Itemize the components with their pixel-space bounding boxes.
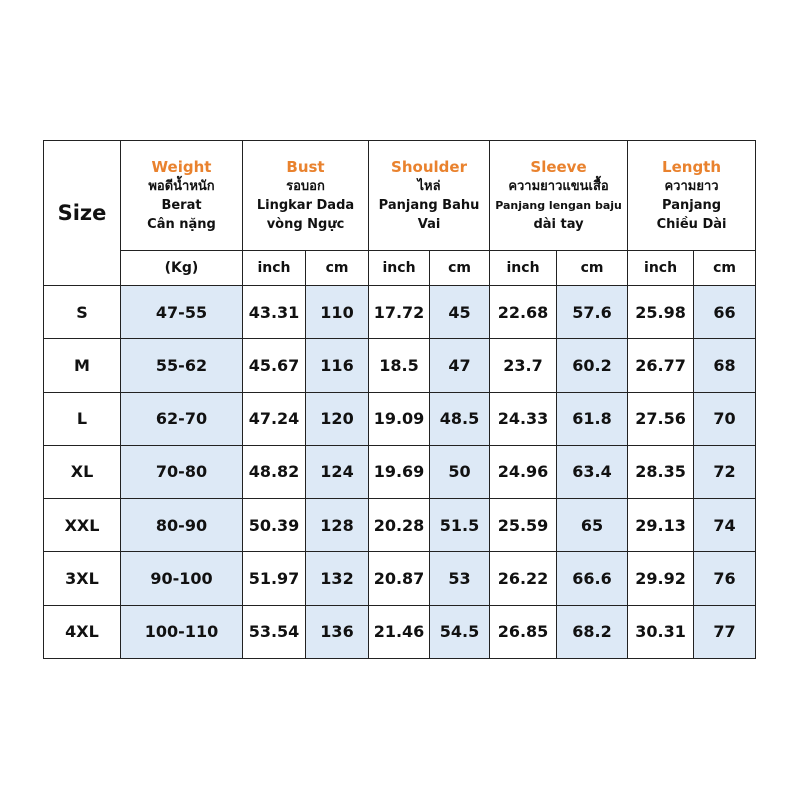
unit-row (44, 251, 756, 286)
weight-cell: 70-80 (121, 445, 243, 498)
bust-indonesian: Lingkar Dada (256, 198, 355, 213)
length-thai: ความยาว (664, 179, 719, 194)
header-row (44, 141, 756, 251)
table-row (44, 286, 756, 339)
unit-cm: cm (694, 251, 756, 286)
sleeve-cm-cell: 66.6 (557, 552, 628, 605)
shoulder-cm-cell: 51.5 (430, 499, 490, 552)
sleeve-cm-cell: 63.4 (557, 445, 628, 498)
weight-header (121, 141, 243, 251)
length-cm-cell: 70 (694, 392, 756, 445)
sleeve-cm-cell: 57.6 (557, 286, 628, 339)
sleeve-inch-cell: 22.68 (490, 286, 557, 339)
sleeve-cm-cell: 60.2 (557, 339, 628, 392)
weight-cell: 55-62 (121, 339, 243, 392)
bust-inch-cell: 48.82 (243, 445, 306, 498)
unit-inch: inch (243, 251, 306, 286)
shoulder-inch-cell: 19.69 (369, 445, 430, 498)
weight-indonesian: Berat (161, 198, 202, 213)
sleeve-title: Sleeve (530, 158, 587, 176)
sleeve-inch-cell: 25.59 (490, 499, 557, 552)
length-cm-cell: 68 (694, 339, 756, 392)
sleeve-inch-cell: 23.7 (490, 339, 557, 392)
shoulder-cm-cell: 53 (430, 552, 490, 605)
weight-title: Weight (151, 158, 212, 176)
sleeve-cm-cell: 61.8 (557, 392, 628, 445)
bust-cm-cell: 110 (306, 286, 369, 339)
length-inch-cell: 28.35 (628, 445, 694, 498)
shoulder-inch-cell: 17.72 (369, 286, 430, 339)
shoulder-inch-cell: 20.87 (369, 552, 430, 605)
bust-vietnamese: vòng Ngực (266, 217, 345, 232)
length-cm-cell: 74 (694, 499, 756, 552)
unit-inch: inch (628, 251, 694, 286)
weight-thai: พอดีน้ำหนัก (148, 179, 215, 194)
length-inch-cell: 30.31 (628, 605, 694, 658)
shoulder-inch-cell: 18.5 (369, 339, 430, 392)
shoulder-vietnamese: Vai (417, 217, 441, 232)
table-row (44, 499, 756, 552)
bust-thai: รอบอก (286, 179, 325, 194)
weight-cell: 80-90 (121, 499, 243, 552)
length-indonesian: Panjang (662, 198, 722, 213)
unit-cm: cm (430, 251, 490, 286)
bust-cm-cell: 132 (306, 552, 369, 605)
shoulder-cm-cell: 45 (430, 286, 490, 339)
bust-cm-cell: 136 (306, 605, 369, 658)
table-row (44, 392, 756, 445)
shoulder-inch-cell: 20.28 (369, 499, 430, 552)
table-row (44, 552, 756, 605)
bust-title: Bust (286, 158, 325, 176)
table-row (44, 339, 756, 392)
length-cm-cell: 77 (694, 605, 756, 658)
length-inch-cell: 27.56 (628, 392, 694, 445)
unit-cm: cm (306, 251, 369, 286)
size-cell: L (44, 392, 121, 445)
weight-cell: 90-100 (121, 552, 243, 605)
shoulder-indonesian: Panjang Bahu (378, 198, 480, 213)
bust-inch-cell: 50.39 (243, 499, 306, 552)
sleeve-inch-cell: 26.85 (490, 605, 557, 658)
shoulder-cm-cell: 54.5 (430, 605, 490, 658)
table-row (44, 605, 756, 658)
shoulder-inch-cell: 19.09 (369, 392, 430, 445)
bust-cm-cell: 124 (306, 445, 369, 498)
length-cm-cell: 72 (694, 445, 756, 498)
shoulder-inch-cell: 21.46 (369, 605, 430, 658)
sleeve-vietnamese: dài tay (533, 217, 584, 232)
length-header (628, 141, 756, 251)
weight-cell: 47-55 (121, 286, 243, 339)
table-body (44, 286, 756, 659)
length-inch-cell: 26.77 (628, 339, 694, 392)
sleeve-cm-cell: 65 (557, 499, 628, 552)
length-inch-cell: 25.98 (628, 286, 694, 339)
size-chart-table (43, 140, 756, 659)
bust-cm-cell: 128 (306, 499, 369, 552)
table-row (44, 445, 756, 498)
sleeve-inch-cell: 24.96 (490, 445, 557, 498)
length-inch-cell: 29.92 (628, 552, 694, 605)
size-cell: M (44, 339, 121, 392)
size-cell: S (44, 286, 121, 339)
weight-cell: 100-110 (121, 605, 243, 658)
size-cell: XXL (44, 499, 121, 552)
shoulder-cm-cell: 47 (430, 339, 490, 392)
unit-inch: inch (369, 251, 430, 286)
length-cm-cell: 66 (694, 286, 756, 339)
bust-inch-cell: 43.31 (243, 286, 306, 339)
sleeve-cm-cell: 68.2 (557, 605, 628, 658)
sleeve-indonesian: Panjang lengan baju (495, 199, 622, 212)
shoulder-title: Shoulder (391, 158, 467, 176)
length-title: Length (662, 158, 722, 176)
sleeve-inch-cell: 26.22 (490, 552, 557, 605)
length-cm-cell: 76 (694, 552, 756, 605)
bust-cm-cell: 116 (306, 339, 369, 392)
weight-cell: 62-70 (121, 392, 243, 445)
bust-header (243, 141, 369, 251)
size-cell: XL (44, 445, 121, 498)
bust-cm-cell: 120 (306, 392, 369, 445)
bust-inch-cell: 47.24 (243, 392, 306, 445)
sleeve-header (490, 141, 628, 251)
shoulder-header (369, 141, 490, 251)
size-header: Size (44, 141, 121, 286)
unit-kg: (Kg) (121, 251, 243, 286)
shoulder-cm-cell: 48.5 (430, 392, 490, 445)
sleeve-inch-cell: 24.33 (490, 392, 557, 445)
unit-inch: inch (490, 251, 557, 286)
bust-inch-cell: 45.67 (243, 339, 306, 392)
length-inch-cell: 29.13 (628, 499, 694, 552)
size-cell: 4XL (44, 605, 121, 658)
shoulder-cm-cell: 50 (430, 445, 490, 498)
shoulder-thai: ไหล่ (417, 179, 441, 194)
unit-cm: cm (557, 251, 628, 286)
size-cell: 3XL (44, 552, 121, 605)
bust-inch-cell: 53.54 (243, 605, 306, 658)
length-vietnamese: Chiều Dài (656, 217, 727, 232)
weight-vietnamese: Cân nặng (147, 217, 216, 232)
bust-inch-cell: 51.97 (243, 552, 306, 605)
sleeve-thai: ความยาวแขนเสื้อ (508, 179, 609, 194)
